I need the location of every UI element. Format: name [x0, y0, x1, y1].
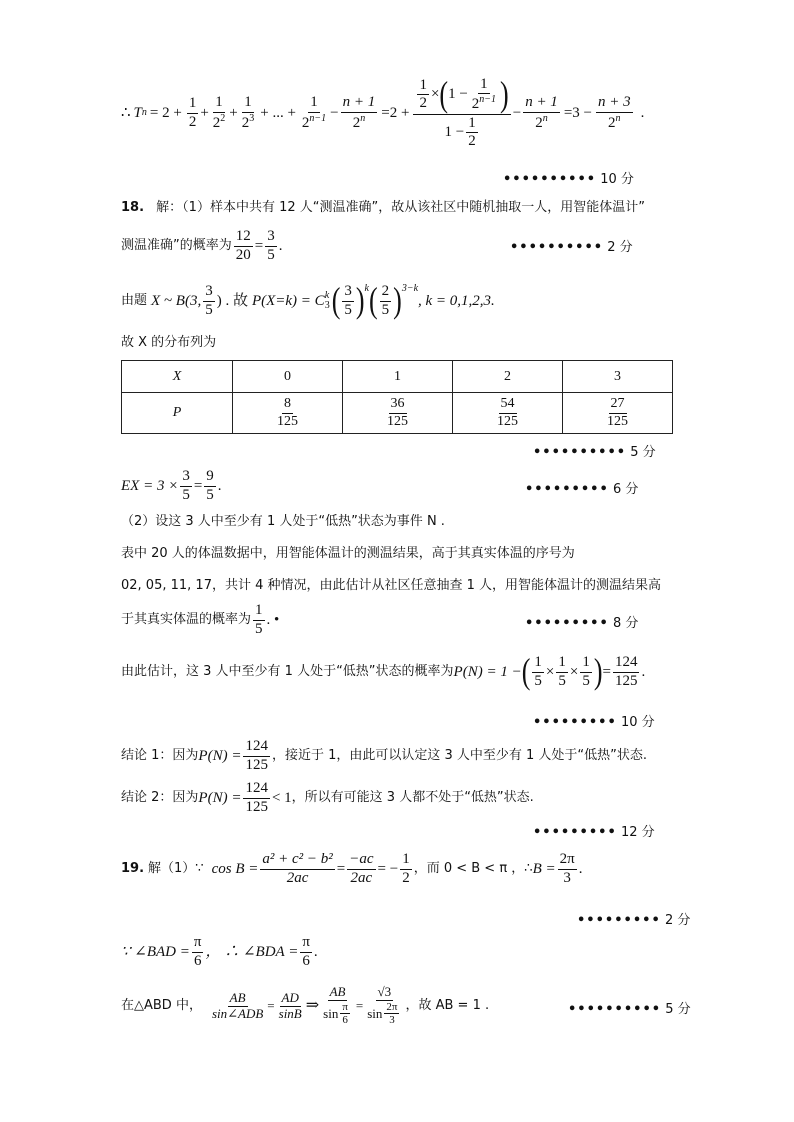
- tn-formula: ∴ T n = 2 + $\frac{1}{2}$ + $\frac{1}{2^2}$ + $\frac{1}{2^3}$ + ... + $\frac{1}{2^{n-1}}$ − $\frac{n + 1}{2^n}$ =2 + $\frac{1}{2}$ × ( 1 − $\frac{1}{2^{n-1}}$ ) 1 − $\frac{1}{2}$ − $\frac{n + 1}{2^n}$ =3 − $\frac{n + 3}{2^n}$ .: [121, 73, 645, 149]
- q18-part2-line-5: 由此估计，这 3 人中至少有 1 人处于“低热”状态的概率为 P(N) = 1 − ( $\frac{1}{5}$ × $\frac{1}{5}$ × $\frac{1}{5}$ ) = $\frac{124}{125}$ .: [121, 651, 646, 692]
- q18-line-4: 故 X 的分布列为: [121, 335, 217, 350]
- table-cell: $\frac{36}{125}$: [343, 393, 453, 434]
- table-row: [122, 361, 673, 393]
- therefore-symbol: ∴: [121, 105, 131, 121]
- table-cell: 3: [563, 361, 673, 393]
- score-marker: •••••••••• 10 分: [503, 172, 634, 187]
- score-marker: •••••••••• 5 分: [568, 1002, 691, 1017]
- question-number: 19.: [121, 861, 145, 877]
- fraction: $\frac{1}{2^2}$: [212, 94, 226, 131]
- ellipsis: + ... +: [260, 105, 296, 121]
- table-cell: $\frac{27}{125}$: [563, 393, 673, 434]
- q18-part2-line-3: 02, 05, 11, 17，共计 4 种情况，由此估计从社区任意抽查 1 人，用智能体温计的测温结果高: [121, 578, 662, 593]
- eq-term: = 2 +: [149, 105, 182, 121]
- distribution-table: [121, 360, 673, 434]
- q19-line-3: 在△ABD 中， $\frac{AB}{\text{sin∠ADB}}$ = $\frac{AD}{\sin B}$ ⇒ AB sin $\frac{\pi}{6}$ = √3 sin $\frac{2\pi}{3}$ ，故 AB = 1 .: [121, 983, 490, 1027]
- table-cell: X: [122, 361, 233, 393]
- eq-term: =3 −: [563, 105, 592, 121]
- ex-line: EX = 3 × $\frac{3}{5}$ = $\frac{9}{5}$ .: [121, 468, 222, 503]
- table-cell: $\frac{54}{125}$: [453, 393, 563, 434]
- eq-term: =2 +: [381, 105, 410, 121]
- q18-line-2: 测温准确”的概率为 $\frac{12}{20}$ = $\frac{3}{5}$ .: [121, 228, 283, 263]
- fraction: $\frac{1}{2^{n-1}}$: [301, 94, 327, 131]
- table-cell: $\frac{8}{125}$: [233, 393, 343, 434]
- table-cell: 0: [233, 361, 343, 393]
- q18-part2-line-4: 于其真实体温的概率为 $\frac{1}{5}$ . •: [121, 602, 280, 637]
- q19-line-1: 19. 解（1）∵ cos B = $\frac{\text{a² + c² − b²}}{2ac}$ = $\frac{-ac}{2ac}$ = − $\frac{1}{2}$ ，而 0 < B < π ，∴ B = $\frac{2\pi}{3}$ .: [121, 851, 583, 886]
- fraction: $\frac{n + 3}{2^n}$: [597, 94, 631, 131]
- score-marker: ••••••••• 6 分: [525, 482, 639, 497]
- score-marker: ••••••••• 2 分: [577, 913, 691, 928]
- tn-subscript: n: [141, 107, 147, 118]
- q18-line-3: 由题 X ~ B(3, $\frac{3}{5}$ ) . 故 P(X=k) = C k 3 ( $\frac{3}{5}$ ) $^k$ ( $\frac{2}{5}$ ) $^{3-k}$ , k = 0,1,2,3.: [121, 280, 495, 321]
- compound-fraction: $\frac{1}{2}$ × ( 1 − $\frac{1}{2^{n-1}}$ ) 1 − $\frac{1}{2}$: [413, 76, 510, 150]
- q18-line-1: 18. 解：（1）样本中共有 12 人“测温准确”，故从该社区中随机抽取一人，用智能体温计”: [121, 200, 645, 215]
- score-marker: •••••••••• 2 分: [510, 240, 633, 255]
- table-cell: P: [122, 393, 233, 434]
- score-marker: •••••••••• 5 分: [533, 445, 656, 460]
- q18-part2-line-1: （2）设这 3 人中至少有 1 人处于“低热”状态为事件 N .: [121, 514, 445, 529]
- question-number: 18.: [121, 200, 145, 215]
- table-cell: 1: [343, 361, 453, 393]
- conclusion-2: 结论 2：因为 P(N) = $\frac{124}{125}$ < 1 ，所以有可能这 3 人都不处于“低热”状态.: [121, 780, 534, 815]
- fraction: $\frac{1}{2^3}$: [241, 94, 255, 131]
- fraction: $\frac{n + 1}{2^n}$: [342, 94, 376, 131]
- score-marker: ••••••••• 10 分: [533, 715, 655, 730]
- q18-part2-line-2: 表中 20 人的体温数据中，用智能体温计的测温结果，高于其真实体温的序号为: [121, 546, 575, 561]
- fraction: $\frac{n + 1}{2^n}$: [525, 94, 558, 131]
- score-marker: ••••••••• 8 分: [525, 616, 639, 631]
- conclusion-1: 结论 1：因为 P(N) = $\frac{124}{125}$ ，接近于 1，由此可以认定这 3 人中至少有 1 人处于“低热”状态.: [121, 738, 648, 773]
- tn-symbol: T: [133, 105, 142, 121]
- table-row: [122, 393, 673, 434]
- q19-line-2: ∵ ∠BAD = $\frac{\pi}{6}$ ， ∴ ∠BDA = $\frac{\pi}{6}$ .: [121, 934, 318, 969]
- score-marker: ••••••••• 12 分: [533, 825, 655, 840]
- table-cell: 2: [453, 361, 563, 393]
- fraction: $\frac{1}{2}$: [188, 95, 197, 130]
- period: .: [640, 105, 645, 121]
